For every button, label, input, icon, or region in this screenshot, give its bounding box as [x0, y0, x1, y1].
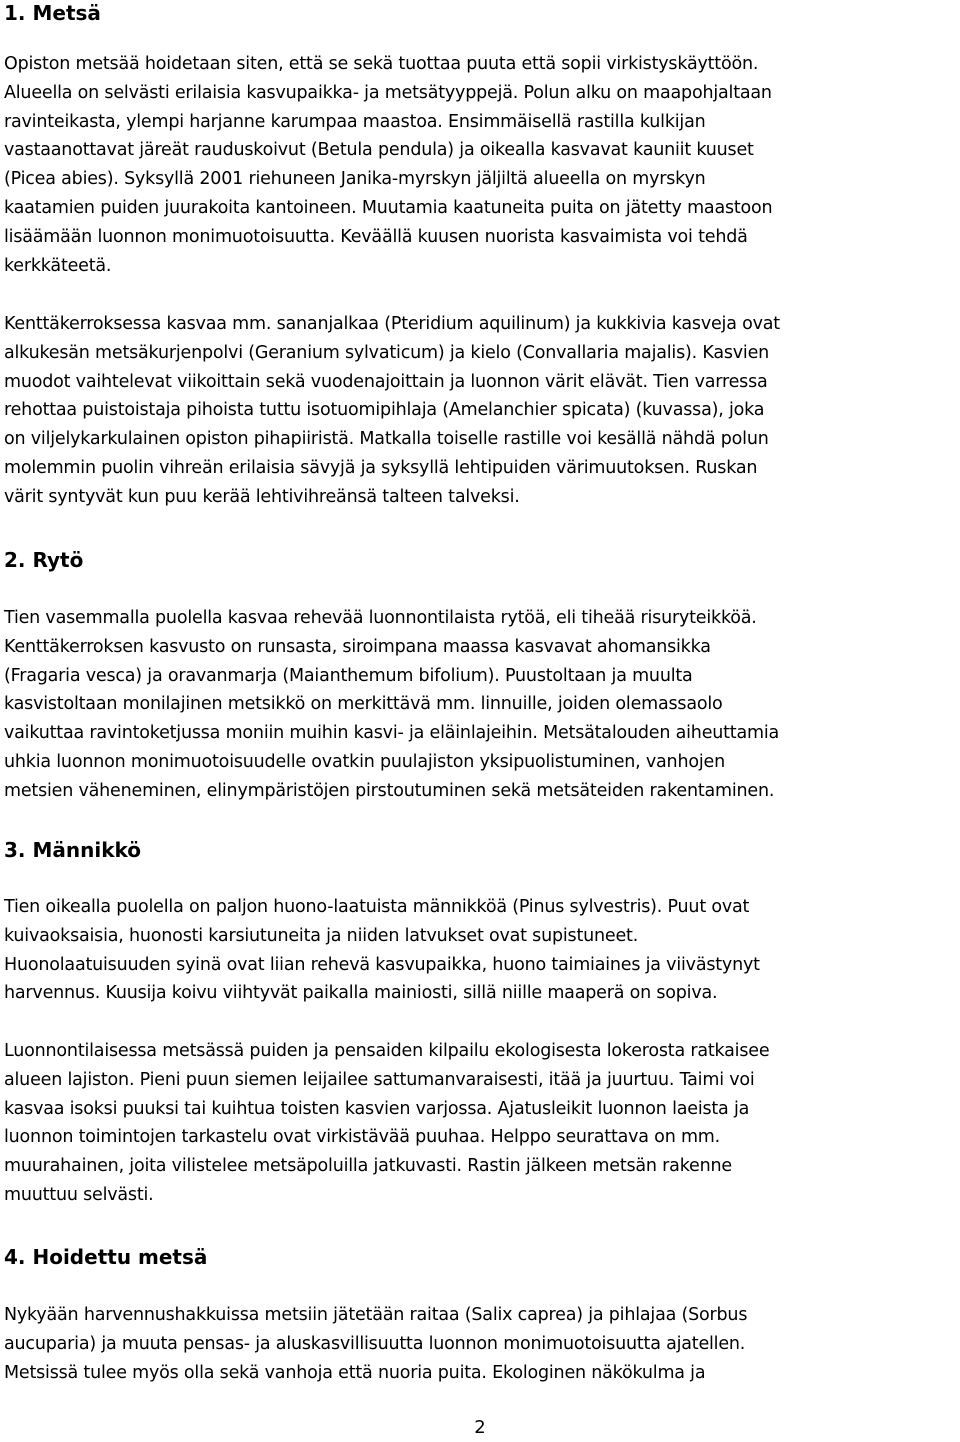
text-line: (Fragaria vesca) ja oravanmarja (Maianthemum bifolium). Puustoltaan ja muulta — [4, 665, 693, 686]
text-line: rehottaa puistoistaja pihoista tuttu isotuomipihlaja (Amelanchier spicata) (kuvassa), joka — [4, 400, 765, 421]
text-line: Opiston metsää hoidetaan siten, että se sekä tuottaa puuta että sopii virkistyskäyttöön. — [4, 54, 759, 74]
text-line: Luonnontilaisessa metsässä puiden ja pensaiden kilpailu ekologisesta lokerosta ratkaisee — [4, 1041, 770, 1061]
text-line: muuttuu selvästi. — [4, 1184, 154, 1205]
text-line: Alueella on selvästi erilaisia kasvupaikka- ja metsätyyppejä. Polun alku on maapohjaltaan — [4, 82, 772, 103]
paragraph-metsa-2 — [4, 310, 780, 512]
section-heading-metsa: 1. Metsä — [4, 1, 101, 25]
text-line: alueen lajiston. Pieni puun siemen leijailee sattumanvaraisesti, itää ja juurtuu. Taimi voi — [4, 1069, 755, 1090]
paragraph-mannikko-2 — [4, 1037, 769, 1210]
paragraph-metsa-1 — [4, 50, 772, 280]
text-line: on viljelykarkulainen opiston pihapiiristä. Matkalla toiselle rastille voi kesällä nähdä polun — [4, 429, 769, 450]
text-line: Tien vasemmalla puolella kasvaa rehevää luonnontilaista rytöä, eli tiheää risuryteikköä. — [4, 608, 757, 628]
text-line: aucuparia) ja muuta pensas- ja aluskasvillisuutta luonnon monimuotoisuutta ajatellen. — [4, 1333, 746, 1354]
text-line: muurahainen, joita vilistelee metsäpoluilla jatkuvasti. Rastin jälkeen metsän rakenne — [4, 1156, 732, 1177]
text-line: kasvaa isoksi puuksi tai kuihtua toisten kasvien varjossa. Ajatusleikit luonnon laeista ja — [4, 1098, 750, 1119]
text-line: metsien väheneminen, elinympäristöjen pirstoutuminen sekä metsäteiden rakentaminen. — [4, 780, 775, 801]
text-line: (Picea abies). Syksyllä 2001 riehuneen Janika-myrskyn jäljiltä alueella on myrskyn — [4, 169, 706, 190]
section-heading-hoidettu-metsa: 4. Hoidettu metsä — [4, 1245, 208, 1269]
text-line: harvennus. Kuusija koivu viihtyvät paikalla mainiosti, sillä niille maaperä on sopiva. — [4, 983, 718, 1004]
text-line: kasvistoltaan monilajinen metsikkö on merkittävä mm. linnuille, joiden olemassaolo — [4, 694, 723, 715]
text-line: vaikuttaa ravintoketjussa moniin muihin kasvi- ja eläinlajeihin. Metsätalouden aiheuttamia — [4, 723, 780, 744]
text-line: värit syntyvät kun puu kerää lehtivihreänsä talteen talveksi. — [4, 486, 520, 507]
paragraph-hoidettu-metsa-1 — [4, 1301, 747, 1387]
text-line: Metsissä tulee myös olla sekä vanhoja että nuoria puita. Ekologinen näkökulma ja — [4, 1362, 706, 1383]
text-line: kaatamien puiden juurakoita kantoineen. Muutamia kaatuneita puita on jätetty maastoon — [4, 197, 773, 218]
text-line: molemmin puolin vihreän erilaisia sävyjä ja syksyllä lehtipuiden värimuutoksen. Ruskan — [4, 457, 758, 478]
text-line: kuivaoksaisia, huonosti karsiutuneita ja niiden latvukset ovat supistuneet. — [4, 925, 639, 946]
paragraph-mannikko-1 — [4, 893, 760, 1008]
text-line: Tien oikealla puolella on paljon huono-laatuista männikköä (Pinus sylvestris). Puut ovat — [4, 897, 750, 917]
page-number: 2 — [474, 1417, 486, 1438]
text-line: Huonolaatuisuuden syinä ovat liian rehevä kasvupaikka, huono taimiaines ja viivästynyt — [4, 954, 760, 975]
text-line: vastaanottavat järeät rauduskoivut (Betula pendula) ja oikealla kasvavat kauniit kuuset — [4, 140, 754, 161]
section-heading-mannikko: 3. Männikkö — [4, 838, 142, 862]
text-line: muodot vaihtelevat viikoittain sekä vuodenajoittain ja luonnon värit elävät. Tien varressa — [4, 371, 768, 392]
text-line: alkukesän metsäkurjenpolvi (Geranium sylvaticum) ja kielo (Convallaria majalis). Kasvien — [4, 342, 770, 363]
text-line: uhkia luonnon monimuotoisuudelle ovatkin puulajiston yksipuolistuminen, vanhojen — [4, 751, 725, 772]
text-line: Nykyään harvennushakkuissa metsiin jätetään raitaa (Salix caprea) ja pihlajaa (Sorbus — [4, 1305, 748, 1325]
section-heading-ryto: 2. Rytö — [4, 548, 84, 572]
text-line: kerkkäteetä. — [4, 255, 112, 276]
text-line: luonnon toimintojen tarkastelu ovat virkistävää puuhaa. Helppo seurattava on mm. — [4, 1127, 721, 1148]
text-line: Kenttäkerroksessa kasvaa mm. sananjalkaa (Pteridium aquilinum) ja kukkivia kasveja ovat — [4, 314, 780, 334]
text-line: lisäämään luonnon monimuotoisuutta. Keväällä kuusen nuorista kasvaimista voi tehdä — [4, 226, 748, 247]
text-line: ravinteikasta, ylempi harjanne karumpaa maastoa. Ensimmäisellä rastilla kulkijan — [4, 111, 706, 132]
paragraph-ryto-1 — [4, 604, 779, 806]
text-line: Kenttäkerroksen kasvusto on runsasta, siroimpana maassa kasvavat ahomansikka — [4, 636, 711, 657]
